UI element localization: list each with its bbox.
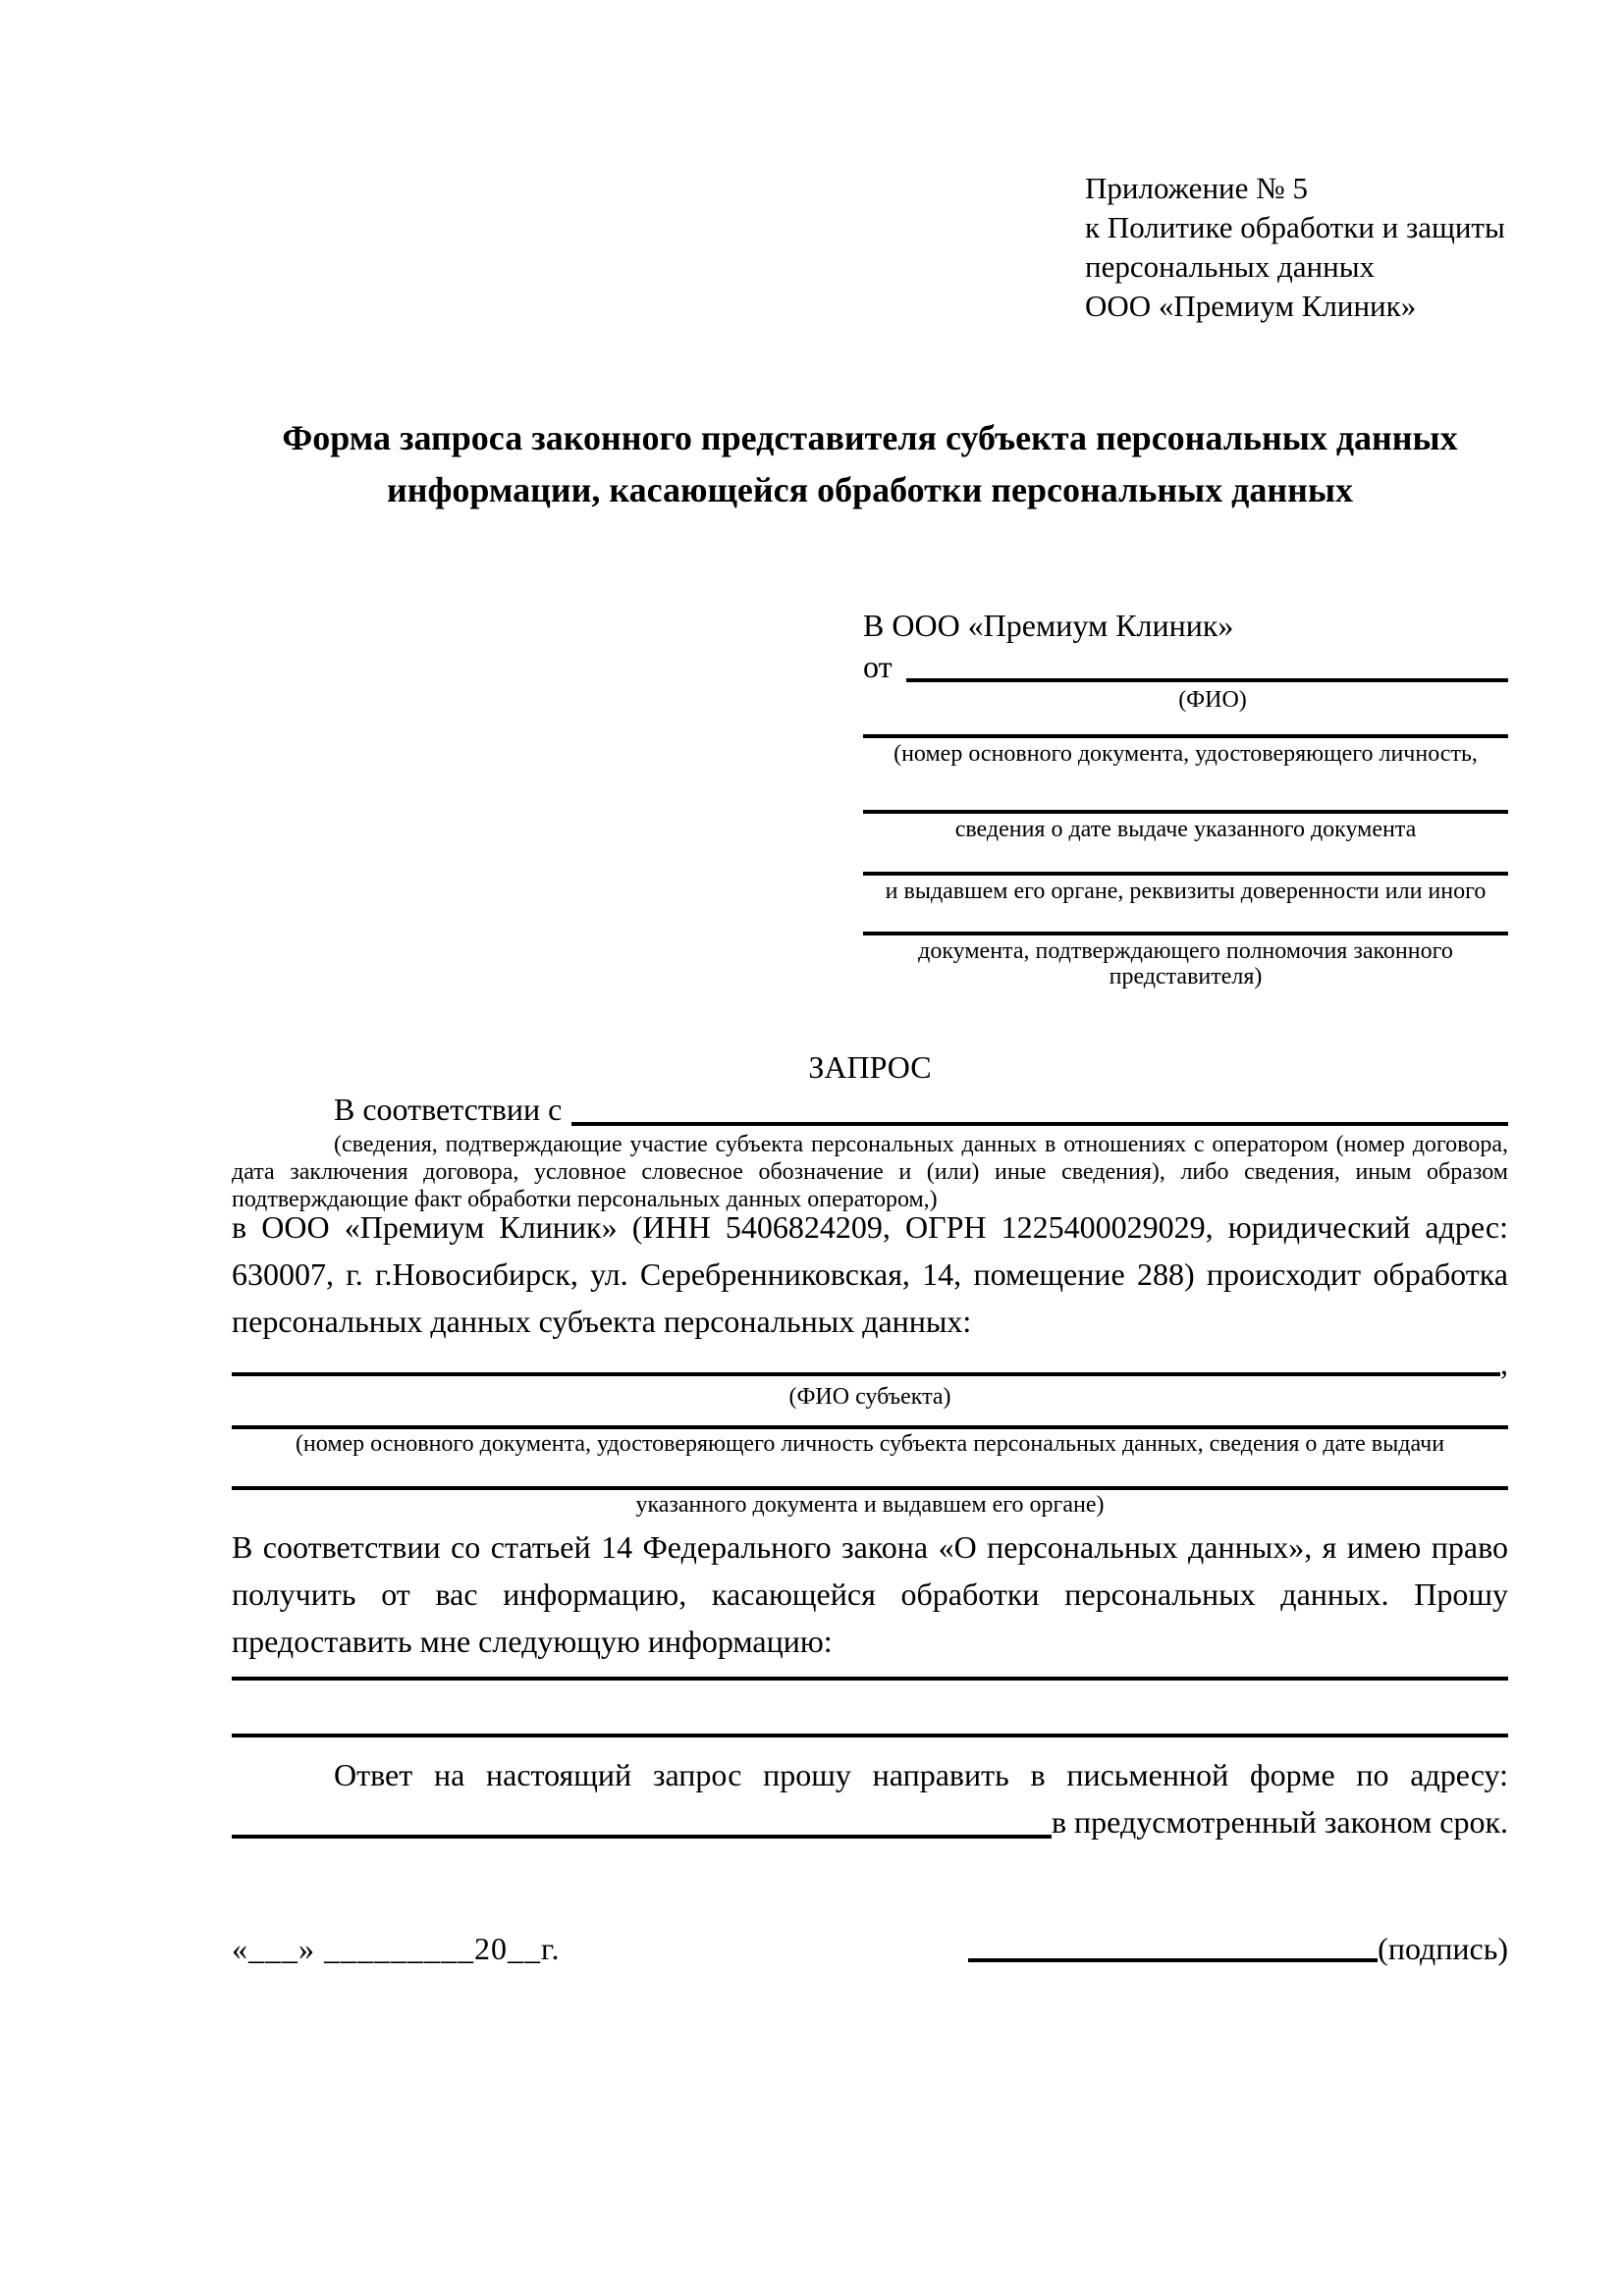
representative-doc-caption-4: документа, подтверждающего полномочия законного представителя): [918, 938, 1453, 989]
representative-doc-field-4: [863, 932, 1508, 989]
from-label: от: [863, 649, 893, 684]
form-title-line-2: информации, касающейся обработки персональных данных: [387, 470, 1353, 509]
trailing-comma: ,: [1500, 1346, 1508, 1381]
representative-doc-caption-1: (номер основного документа, удостоверяющего личность,: [893, 741, 1478, 767]
representative-doc-caption-2: сведения о дате выдаче указанного документа: [954, 817, 1417, 842]
answer-address-row: [232, 1798, 1508, 1845]
requested-info-blank-line-2: [232, 1681, 1508, 1737]
representative-doc-blank-line-1: [863, 734, 1508, 738]
subject-doc-caption-1: (номер основного документа, удостоверяющего личность субъекта персональных данных, сведения о дате выдачи: [295, 1431, 1445, 1457]
answer-paragraph: Ответ на настоящий запрос прошу направить в письменной форме по адресу:: [334, 1757, 1508, 1792]
basis-label: В соответствии с: [334, 1092, 563, 1127]
date-field: «___» _________20__г.: [232, 1931, 561, 1966]
subject-fio-blank-line: [232, 1372, 1500, 1376]
representative-doc-blank-line-3: [863, 872, 1508, 876]
representative-doc-field-2: [863, 810, 1508, 842]
annex-line-2: к Политике обработки и защиты: [1085, 210, 1505, 244]
subject-doc-caption-2: указанного документа и выдавшем его органе): [635, 1492, 1105, 1518]
annex-line-4: ООО «Премиум Клиник»: [1085, 289, 1417, 323]
representative-doc-blank-line-4: [863, 932, 1508, 935]
signature-blank-line: [968, 1958, 1378, 1962]
signature-caption: (подпись): [1378, 1931, 1508, 1966]
representative-fio-blank-line: [906, 678, 1508, 682]
representative-doc-field-1: [863, 734, 1508, 767]
annex-line-3: персональных данных: [1085, 249, 1376, 284]
subject-fio-row: [232, 1345, 1508, 1382]
date-signature-row: [232, 1928, 1508, 1969]
requested-info-blank-line-1: [232, 1665, 1508, 1681]
representative-doc-field-3: [863, 872, 1508, 904]
annex-line-1: Приложение № 5: [1085, 171, 1308, 205]
signature-block: [968, 1928, 1508, 1969]
subject-fio-caption: (ФИО субъекта): [788, 1384, 951, 1410]
recipient-organization: В ООО «Премиум Клиник»: [863, 608, 1234, 643]
form-title-line-1: Форма запроса законного представителя субъекта персональных данных: [282, 418, 1458, 457]
basis-row: [232, 1088, 1508, 1131]
annex-block: [1085, 169, 1508, 326]
document-content: [232, 0, 1508, 1969]
subject-doc-blank-line-1: [232, 1425, 1508, 1429]
request-heading: ЗАПРОС: [808, 1049, 932, 1085]
form-title: [232, 412, 1508, 516]
operator-paragraph: в ООО «Премиум Клиник» (ИНН 5406824209, ОГРН 1225400029029, юридический адрес: 630007, г. г.Новосибирск, ул. Серебренниковская, 14, помещение 288) происходит обработка персональных данных субъекта персональных данных:: [232, 1209, 1508, 1339]
basis-blank-line: [571, 1122, 1508, 1126]
basis-fine-print-caption: (сведения, подтверждающие участие субъекта персональных данных в отношениях с оператором (номер договора, дата заключения договора, условное словесное обозначение и (или) иные сведения), либо сведения, иным образом подтверждающие факт обработки персональных данных оператором,): [232, 1132, 1508, 1212]
answer-address-blank-line: [232, 1835, 1052, 1839]
law-paragraph: В соответствии со статьей 14 Федерального закона «О персональных данных», я имею право получить от вас информацию, касающейся обработки персональных данных. Прошу предоставить мне следующую информацию:: [232, 1529, 1508, 1659]
representative-doc-blank-line-2: [863, 810, 1508, 814]
representative-doc-caption-3: и выдавшем его органе, реквизиты доверенности или иного: [885, 879, 1487, 904]
from-row: [863, 646, 1508, 687]
subject-doc-blank-line-2: [232, 1486, 1508, 1490]
answer-paragraph-tail: в предусмотренный законом срок.: [1051, 1804, 1508, 1840]
representative-fio-caption: (ФИО): [1178, 687, 1247, 713]
addressee-block: [863, 605, 1508, 989]
